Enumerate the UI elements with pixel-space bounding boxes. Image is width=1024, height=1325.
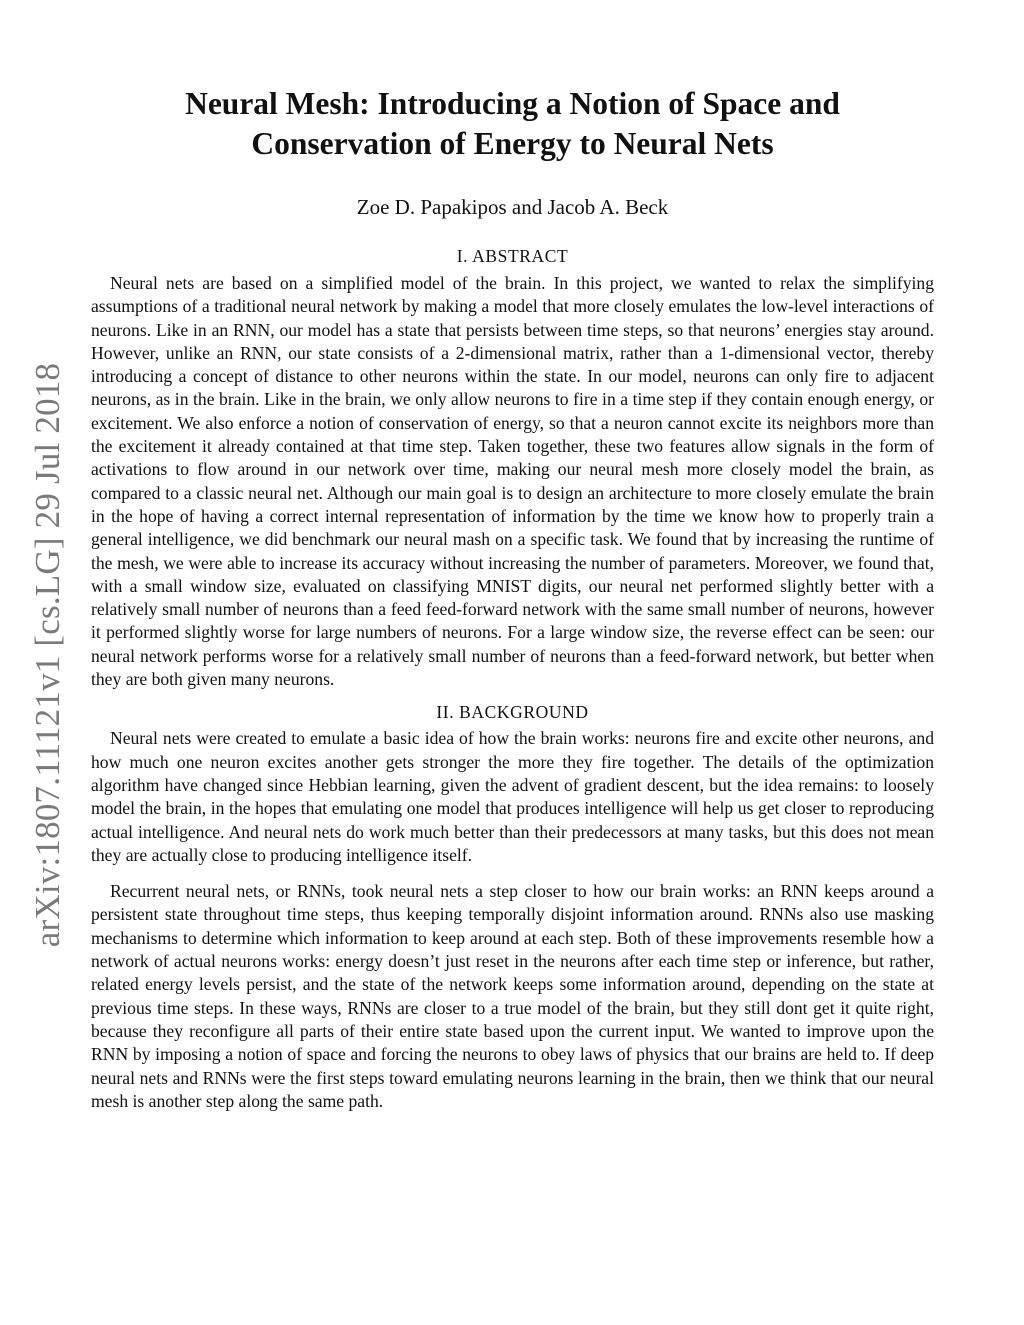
background-paragraph-2: Recurrent neural nets, or RNNs, took neural nets a step closer to how our brain works: an RNN keeps around a persistent state throughout time steps, thus keeping temporally disjoint information around. RNNs also use masking mechanisms to determine which information to keep around at each step. Both of these improvements resemble how a network of actual neurons works: energy doesn’t just reset in the neurons after each time step or inference, but rather, related energy levels persist, and the state of the network keeps some information around, depending on the state at previous time steps. In these ways, RNNs are closer to a true model of the brain, but they still dont get it quite right, because they reconfigure all parts of their entire state based upon the current input. We wanted to improve upon the RNN by imposing a notion of space and forcing the neurons to obey laws of physics that our brains are held to. If deep neural nets and RNNs were the first steps toward emulating neurons learning in the brain, then we think that our neural mesh is another step along the same path. — [91, 881, 934, 1111]
arxiv-identifier: arXiv:1807.11121v1 [cs.LG] 29 Jul 2018 — [28, 362, 67, 948]
background-paragraph-1: Neural nets were created to emulate a basic idea of how the brain works: neurons fire and excite other neurons, and how much one neuron excites another gets stronger the more they fire together. The details of the optimization algorithm have changed since Hebbian learning, given the advent of gradient descent, but the idea remains: to loosely model the brain, in the hopes that emulating one model that produces intelligence will help us get closer to reproducing actual intelligence. And neural nets do work much better than their predecessors at many tasks, but this does not mean they are actually close to producing intelligence itself. — [91, 728, 934, 865]
abstract-paragraph: Neural nets are based on a simplified model of the brain. In this project, we wanted to relax the simplifying assumptions of a traditional neural network by making a model that more closely emulates the low-level interactions of neurons. Like in an RNN, our model has a state that persists between time steps, so that neurons’ energies stay around. However, unlike an RNN, our state consists of a 2-dimensional matrix, rather than a 1-dimensional vector, thereby introducing a concept of distance to other neurons within the state. In our model, neurons can only fire to adjacent neurons, as in the brain. Like in the brain, we only allow neurons to fire in a time step if they contain enough energy, or excitement. We also enforce a notion of conservation of energy, so that a neuron cannot excite its neighbors more than the excitement it already contained at that time step. Taken together, these two features allow signals in the form of activations to flow around in our network over time, making our neural mesh more closely model the brain, as compared to a classic neural net. Although our main goal is to design an architecture to more closely emulate the brain in the hope of having a correct internal representation of information by the time we know how to properly train a general intelligence, we did benchmark our neural mash on a specific task. We found that by increasing the runtime of the mesh, we were able to increase its accuracy without increasing the number of parameters. Moreover, we found that, with a small window size, evaluated on classifying MNIST digits, our neural net performed slightly better with a relatively small number of neurons than a feed feed-forward network with the same small number of neurons, however it performed slightly worse for large numbers of neurons. For a large window size, the reverse effect can be seen: our neural network performs worse for a relatively small number of neurons than a feed-forward network, but better when they are both given many neurons. — [91, 273, 934, 690]
paper-page — [91, 84, 934, 1113]
arxiv-sidebar — [28, 362, 68, 948]
background-heading: II. BACKGROUND — [436, 702, 589, 723]
paper-authors: Zoe D. Papakipos and Jacob A. Beck — [356, 195, 669, 219]
paper-title — [91, 84, 934, 164]
paper-title-line-1: Neural Mesh: Introducing a Notion of Space and — [185, 86, 840, 121]
abstract-heading: I. ABSTRACT — [456, 246, 569, 266]
paper-title-line-2: Conservation of Energy to Neural Nets — [251, 126, 774, 161]
